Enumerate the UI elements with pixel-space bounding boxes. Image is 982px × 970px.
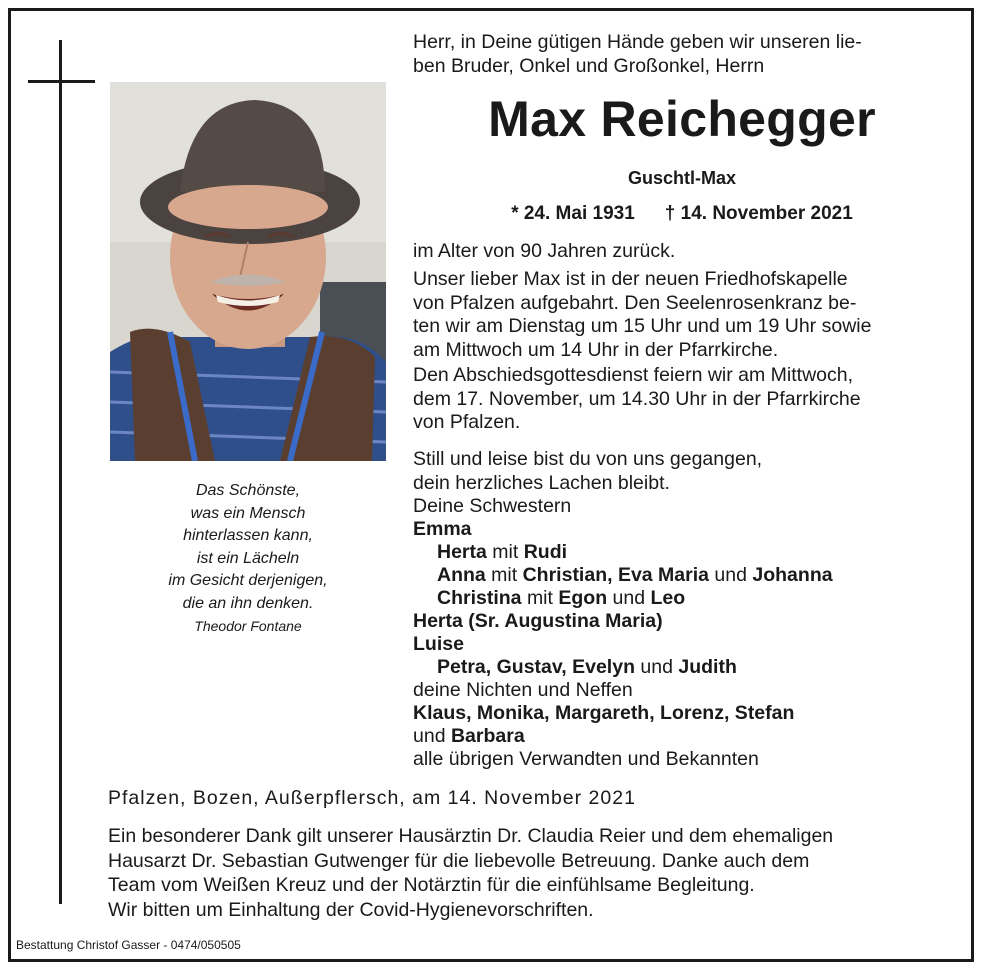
family-member: Herta bbox=[437, 541, 487, 563]
family-line bbox=[437, 564, 833, 587]
connector: und bbox=[714, 564, 747, 586]
family-line bbox=[437, 587, 685, 610]
death-date: † 14. November 2021 bbox=[664, 203, 853, 224]
family-member: Barbara bbox=[450, 725, 525, 747]
family-member: Luise bbox=[413, 633, 464, 655]
paragraph-line: ten wir am Dienstag um 15 Uhr und um 19 Uhr sowie bbox=[413, 315, 872, 337]
family-member: Klaus, Monika, Margareth, Lorenz, Stefan bbox=[413, 702, 795, 724]
family-member: Anna bbox=[437, 564, 486, 586]
nieces-label: deine Nichten und Neffen bbox=[413, 679, 633, 701]
paragraph-line: am Mittwoch um 14 Uhr in der Pfarrkirche. bbox=[413, 338, 779, 361]
cross-icon-bar bbox=[28, 80, 95, 83]
intro-text bbox=[413, 30, 862, 78]
birth-date: * 24. Mai 1931 bbox=[511, 203, 635, 224]
family-line bbox=[437, 656, 737, 679]
wake-paragraph bbox=[413, 268, 871, 362]
connector: mit bbox=[526, 587, 553, 609]
family-member: Christina bbox=[437, 587, 522, 609]
paragraph-line: von Pfalzen. bbox=[413, 411, 521, 433]
family-member: Herta (Sr. Augustina Maria) bbox=[413, 610, 663, 632]
thanks-line: Wir bitten um Einhaltung der Covid-Hygienevorschriften. bbox=[108, 898, 594, 921]
connector: und bbox=[612, 587, 646, 609]
funeral-home-footer: Bestattung Christof Gasser - 0474/050505 bbox=[16, 938, 241, 952]
paragraph-line: Unser lieber Max ist in der neuen Friedhofskapelle bbox=[413, 268, 848, 290]
sisters-label: Deine Schwestern bbox=[413, 495, 572, 517]
family-member: Rudi bbox=[523, 541, 568, 563]
intro-line: Herr, in Deine gütigen Hände geben wir unseren lie- bbox=[413, 31, 862, 53]
family-member: Egon bbox=[558, 587, 608, 609]
connector: mit bbox=[492, 541, 519, 563]
thanks-line: Ein besonderer Dank gilt unserer Hausärztin Dr. Claudia Reier und dem ehemaligen bbox=[108, 825, 834, 847]
thanks-line: Hausarzt Dr. Sebastian Gutwenger für die liebevolle Betreuung. Danke auch dem bbox=[108, 849, 810, 872]
cross-icon bbox=[59, 40, 62, 904]
quote-line: was ein Mensch bbox=[190, 504, 306, 522]
verse-line: Still und leise bist du von uns gegangen, bbox=[413, 448, 763, 470]
family-line bbox=[413, 725, 525, 748]
family-member: Johanna bbox=[752, 564, 833, 586]
paragraph-line: Den Abschiedsgottesdienst feiern wir am Mittwoch, bbox=[413, 364, 854, 386]
thanks-line: Team vom Weißen Kreuz und der Notärztin für die einfühlsame Begleitung. bbox=[108, 874, 755, 896]
paragraph-line: von Pfalzen aufgebahrt. Den Seelenrosenkranz be- bbox=[413, 291, 857, 314]
thanks-paragraph bbox=[108, 824, 833, 922]
life-dates bbox=[413, 203, 951, 225]
quote-line: ist ein Lächeln bbox=[196, 549, 300, 567]
family-line bbox=[437, 541, 567, 564]
intro-line: ben Bruder, Onkel und Großonkel, Herrn bbox=[413, 55, 765, 77]
place-date: Pfalzen, Bozen, Außerpflersch, am 14. November 2021 bbox=[108, 787, 636, 809]
connector: und bbox=[413, 725, 446, 747]
family-member: Petra, Gustav, Evelyn bbox=[437, 656, 635, 678]
portrait-photo bbox=[110, 82, 386, 461]
quote bbox=[110, 480, 386, 615]
relatives-line: alle übrigen Verwandten und Bekannten bbox=[413, 748, 759, 770]
quote-line: Das Schönste, bbox=[195, 482, 301, 499]
family-member: Judith bbox=[678, 656, 737, 678]
family-member: Christian, Eva Maria bbox=[522, 564, 709, 586]
age-line: im Alter von 90 Jahren zurück. bbox=[413, 240, 676, 262]
quote-line: die an ihn denken. bbox=[182, 594, 314, 612]
quote-line: hinterlassen kann, bbox=[183, 527, 313, 544]
family-member: Leo bbox=[650, 587, 686, 609]
paragraph-line: dem 17. November, um 14.30 Uhr in der Pfarrkirche bbox=[413, 387, 861, 410]
nickname: Guschtl-Max bbox=[627, 168, 737, 188]
quote-author: Theodor Fontane bbox=[194, 618, 302, 634]
family-member: Emma bbox=[413, 518, 472, 540]
verse bbox=[413, 448, 762, 495]
connector: und bbox=[640, 656, 673, 678]
connector: mit bbox=[491, 564, 518, 586]
funeral-paragraph bbox=[413, 364, 861, 435]
quote-line: im Gesicht derjenigen, bbox=[168, 572, 328, 589]
deceased-name: Max Reichegger bbox=[488, 91, 876, 147]
verse-line: dein herzliches Lachen bleibt. bbox=[413, 471, 670, 494]
